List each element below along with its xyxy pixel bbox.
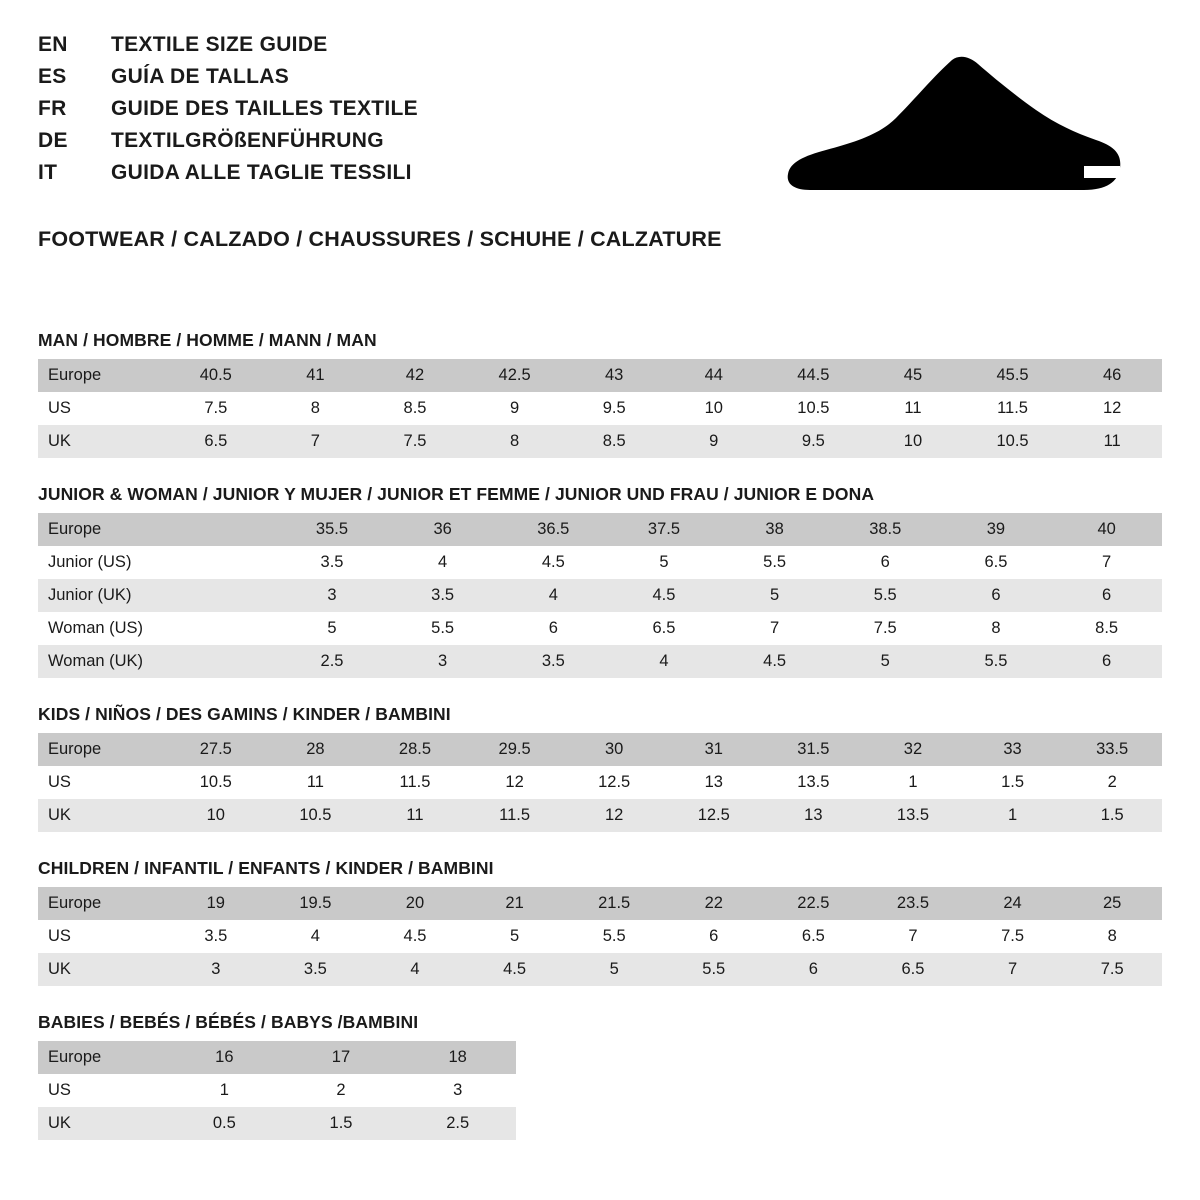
section-man xyxy=(38,330,1162,458)
table-row xyxy=(38,513,1162,546)
cell: 2 xyxy=(1062,766,1162,799)
cell: 1.5 xyxy=(1062,799,1162,832)
cell: 3.5 xyxy=(266,953,366,986)
cell: 4.5 xyxy=(498,546,609,579)
cell: 4.5 xyxy=(465,953,565,986)
table-row xyxy=(38,733,1162,766)
cell: 10.5 xyxy=(963,425,1063,458)
table-row xyxy=(38,887,1162,920)
cell: 36 xyxy=(387,513,498,546)
cell: 12.5 xyxy=(564,766,664,799)
cell: 4.5 xyxy=(719,645,830,678)
cell: 4 xyxy=(365,953,465,986)
cell: 27.5 xyxy=(166,733,266,766)
cell: 44 xyxy=(664,359,764,392)
cell: 4 xyxy=(498,579,609,612)
section-title: CHILDREN / INFANTIL / ENFANTS / KINDER / BAMBINI xyxy=(38,858,494,878)
cell xyxy=(166,612,277,645)
language-row xyxy=(38,130,418,151)
row-label: US xyxy=(38,392,166,425)
language-title: GUIDA ALLE TAGLIE TESSILI xyxy=(111,161,412,184)
table-row xyxy=(38,579,1162,612)
language-code: IT xyxy=(38,161,58,184)
cell: 7.5 xyxy=(963,920,1063,953)
cell: 6 xyxy=(1051,645,1162,678)
cell: 10.5 xyxy=(266,799,366,832)
cell: 13 xyxy=(664,766,764,799)
cell: 3 xyxy=(387,645,498,678)
cell: 36.5 xyxy=(498,513,609,546)
section-junior-woman xyxy=(38,484,1162,678)
cell: 7 xyxy=(863,920,963,953)
cell: 1 xyxy=(863,766,963,799)
cell: 10 xyxy=(664,392,764,425)
cell: 6 xyxy=(1051,579,1162,612)
cell: 8 xyxy=(941,612,1052,645)
row-label: Europe xyxy=(38,733,166,766)
cell: 3 xyxy=(277,579,388,612)
cell: 6.5 xyxy=(764,920,864,953)
table-row xyxy=(38,645,1162,678)
cell: 32 xyxy=(863,733,963,766)
cell: 5.5 xyxy=(830,579,941,612)
cell: 2.5 xyxy=(277,645,388,678)
section-children xyxy=(38,858,1162,986)
language-row xyxy=(38,162,418,183)
cell: 3 xyxy=(166,953,266,986)
cell: 17 xyxy=(283,1041,400,1074)
cell: 3 xyxy=(399,1074,516,1107)
row-label: Junior (US) xyxy=(38,546,166,579)
row-label: US xyxy=(38,920,166,953)
cell: 30 xyxy=(564,733,664,766)
table-row xyxy=(38,359,1162,392)
language-code: EN xyxy=(38,33,68,56)
cell: 6.5 xyxy=(166,425,266,458)
cell: 2 xyxy=(283,1074,400,1107)
row-label: Europe xyxy=(38,359,166,392)
cell: 4 xyxy=(387,546,498,579)
size-table-man xyxy=(38,359,1162,458)
table-row xyxy=(38,392,1162,425)
cell: 5 xyxy=(465,920,565,953)
cell: 0.5 xyxy=(166,1107,283,1140)
row-label: US xyxy=(38,1074,166,1107)
language-title-list xyxy=(38,34,418,194)
cell: 5 xyxy=(609,546,720,579)
cell: 20 xyxy=(365,887,465,920)
cell: 5.5 xyxy=(941,645,1052,678)
cell: 5 xyxy=(564,953,664,986)
cell: 38.5 xyxy=(830,513,941,546)
cell: 6 xyxy=(498,612,609,645)
cell: 1.5 xyxy=(963,766,1063,799)
cell xyxy=(166,579,277,612)
row-label: UK xyxy=(38,425,166,458)
row-label: Europe xyxy=(38,1041,166,1074)
cell: 29.5 xyxy=(465,733,565,766)
cell: 11 xyxy=(266,766,366,799)
cell: 13.5 xyxy=(863,799,963,832)
cell: 19 xyxy=(166,887,266,920)
cell: 41 xyxy=(266,359,366,392)
cell: 21 xyxy=(465,887,565,920)
cell: 3.5 xyxy=(166,920,266,953)
cell: 12.5 xyxy=(664,799,764,832)
cell: 5.5 xyxy=(664,953,764,986)
size-table-babies xyxy=(38,1041,516,1140)
cell: 5.5 xyxy=(564,920,664,953)
cell: 40 xyxy=(1051,513,1162,546)
cell: 12 xyxy=(564,799,664,832)
cell: 1 xyxy=(963,799,1063,832)
cell: 35.5 xyxy=(277,513,388,546)
cell: 5 xyxy=(277,612,388,645)
cell: 44.5 xyxy=(764,359,864,392)
cell xyxy=(166,645,277,678)
cell: 31.5 xyxy=(764,733,864,766)
section-title: MAN / HOMBRE / HOMME / MANN / MAN xyxy=(38,330,377,350)
cell: 12 xyxy=(1062,392,1162,425)
cell: 6 xyxy=(664,920,764,953)
language-code: ES xyxy=(38,65,67,88)
cell: 10 xyxy=(863,425,963,458)
section-title: KIDS / NIÑOS / DES GAMINS / KINDER / BAMBINI xyxy=(38,704,451,724)
cell: 11 xyxy=(1062,425,1162,458)
cell: 45.5 xyxy=(963,359,1063,392)
cell: 16 xyxy=(166,1041,283,1074)
cell: 22 xyxy=(664,887,764,920)
cell: 43 xyxy=(564,359,664,392)
cell: 1 xyxy=(166,1074,283,1107)
cell: 12 xyxy=(465,766,565,799)
table-row xyxy=(38,953,1162,986)
cell: 5.5 xyxy=(719,546,830,579)
cell: 7.5 xyxy=(365,425,465,458)
cell: 38 xyxy=(719,513,830,546)
cell: 11.5 xyxy=(963,392,1063,425)
cell: 39 xyxy=(941,513,1052,546)
table-row xyxy=(38,612,1162,645)
cell: 3.5 xyxy=(387,579,498,612)
table-row xyxy=(38,546,1162,579)
cell: 13.5 xyxy=(764,766,864,799)
cell: 22.5 xyxy=(764,887,864,920)
row-label: Woman (US) xyxy=(38,612,166,645)
cell: 7.5 xyxy=(1062,953,1162,986)
cell: 10.5 xyxy=(166,766,266,799)
cell: 8.5 xyxy=(365,392,465,425)
size-table-kids xyxy=(38,733,1162,832)
cell: 21.5 xyxy=(564,887,664,920)
cell: 25 xyxy=(1062,887,1162,920)
cell: 31 xyxy=(664,733,764,766)
cell: 33.5 xyxy=(1062,733,1162,766)
cell: 37.5 xyxy=(609,513,720,546)
cell: 11 xyxy=(365,799,465,832)
cell: 46 xyxy=(1062,359,1162,392)
cell: 10 xyxy=(166,799,266,832)
cell: 8 xyxy=(465,425,565,458)
cell: 6.5 xyxy=(863,953,963,986)
language-title: GUÍA DE TALLAS xyxy=(111,65,290,88)
cell: 3.5 xyxy=(498,645,609,678)
language-title: TEXTILGRÖßENFÜHRUNG xyxy=(111,129,384,152)
cell: 6.5 xyxy=(609,612,720,645)
row-label: Europe xyxy=(38,513,166,546)
cell: 5 xyxy=(719,579,830,612)
cell: 13 xyxy=(764,799,864,832)
cell: 9.5 xyxy=(764,425,864,458)
size-table-junior-woman xyxy=(38,513,1162,678)
row-label: Woman (UK) xyxy=(38,645,166,678)
cell: 7 xyxy=(719,612,830,645)
language-code: FR xyxy=(38,97,67,120)
cell: 3.5 xyxy=(277,546,388,579)
table-row xyxy=(38,766,1162,799)
row-label: UK xyxy=(38,1107,166,1140)
cell: 5 xyxy=(830,645,941,678)
section-babies xyxy=(38,1012,1162,1140)
cell: 9 xyxy=(664,425,764,458)
table-row xyxy=(38,799,1162,832)
language-row xyxy=(38,98,418,119)
cell: 11.5 xyxy=(465,799,565,832)
language-row xyxy=(38,66,418,87)
cell: 7 xyxy=(963,953,1063,986)
cell: 7 xyxy=(266,425,366,458)
table-row xyxy=(38,1074,516,1107)
size-table-children xyxy=(38,887,1162,986)
cell: 9.5 xyxy=(564,392,664,425)
cell: 40.5 xyxy=(166,359,266,392)
cell: 4 xyxy=(609,645,720,678)
row-label: UK xyxy=(38,799,166,832)
row-label: US xyxy=(38,766,166,799)
cell: 24 xyxy=(963,887,1063,920)
row-label: UK xyxy=(38,953,166,986)
cell: 6.5 xyxy=(941,546,1052,579)
cell: 33 xyxy=(963,733,1063,766)
cell: 11 xyxy=(863,392,963,425)
language-row xyxy=(38,34,418,55)
cell: 7.5 xyxy=(830,612,941,645)
cell: 4 xyxy=(266,920,366,953)
cell xyxy=(166,546,277,579)
cell: 23.5 xyxy=(863,887,963,920)
section-title: JUNIOR & WOMAN / JUNIOR Y MUJER / JUNIOR ET FEMME / JUNIOR UND FRAU / JUNIOR E DONA xyxy=(38,484,875,504)
cell xyxy=(166,513,277,546)
cell: 19.5 xyxy=(266,887,366,920)
cell: 8 xyxy=(1062,920,1162,953)
cell: 5.5 xyxy=(387,612,498,645)
cell: 42.5 xyxy=(465,359,565,392)
cell: 4.5 xyxy=(609,579,720,612)
cell: 8.5 xyxy=(564,425,664,458)
cell: 45 xyxy=(863,359,963,392)
table-row xyxy=(38,920,1162,953)
cell: 28.5 xyxy=(365,733,465,766)
cell: 6 xyxy=(941,579,1052,612)
table-row xyxy=(38,425,1162,458)
cell: 1.5 xyxy=(283,1107,400,1140)
row-label: Europe xyxy=(38,887,166,920)
cell: 6 xyxy=(830,546,941,579)
cell: 28 xyxy=(266,733,366,766)
cell: 9 xyxy=(465,392,565,425)
cell: 18 xyxy=(399,1041,516,1074)
page-header xyxy=(38,34,1162,199)
language-title: TEXTILE SIZE GUIDE xyxy=(111,33,328,56)
cell: 8.5 xyxy=(1051,612,1162,645)
table-row xyxy=(38,1041,516,1074)
language-title: GUIDE DES TAILLES TEXTILE xyxy=(111,97,418,120)
size-sections xyxy=(38,330,1162,1140)
dress-shoe-icon xyxy=(784,54,1124,199)
cell: 4.5 xyxy=(365,920,465,953)
cell: 8 xyxy=(266,392,366,425)
section-title: BABIES / BEBÉS / BÉBÉS / BABYS /BAMBINI xyxy=(38,1012,419,1032)
row-label: Junior (UK) xyxy=(38,579,166,612)
cell: 6 xyxy=(764,953,864,986)
section-kids xyxy=(38,704,1162,832)
cell: 11.5 xyxy=(365,766,465,799)
language-code: DE xyxy=(38,129,68,152)
cell: 42 xyxy=(365,359,465,392)
cell: 7.5 xyxy=(166,392,266,425)
category-title: FOOTWEAR / CALZADO / CHAUSSURES / SCHUHE / CALZATURE xyxy=(38,227,722,251)
cell: 7 xyxy=(1051,546,1162,579)
cell: 10.5 xyxy=(764,392,864,425)
cell: 2.5 xyxy=(399,1107,516,1140)
table-row xyxy=(38,1107,516,1140)
